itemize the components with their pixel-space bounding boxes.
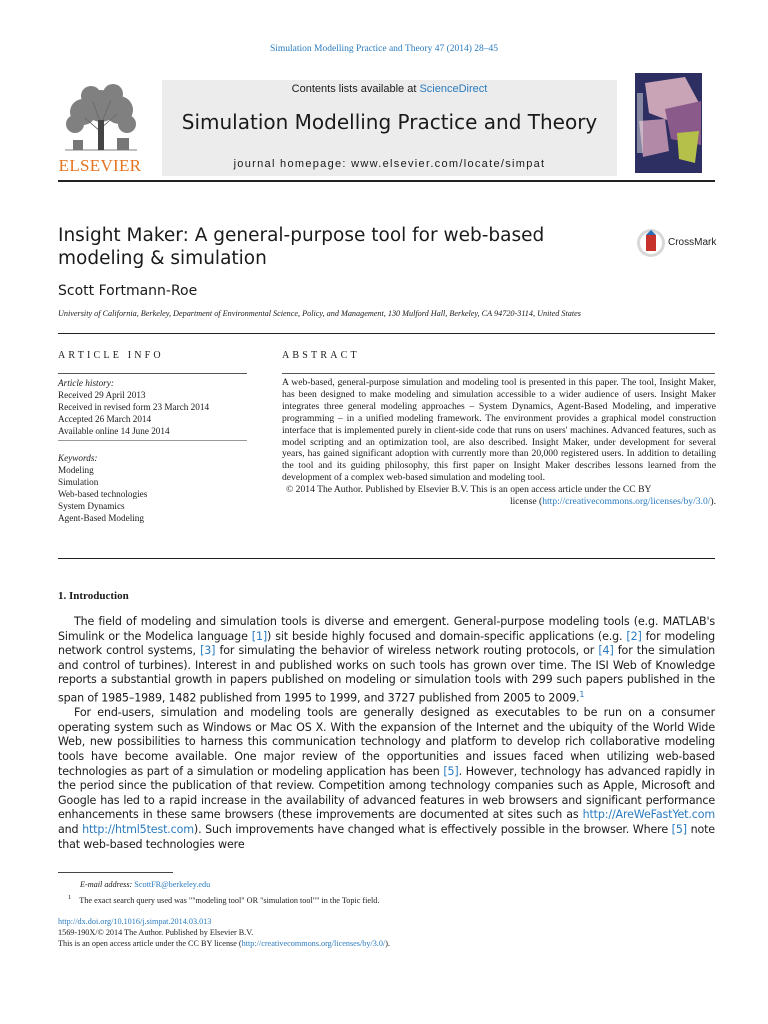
crossmark-label: CrossMark [668, 237, 717, 248]
license-prefix: license ( [509, 496, 543, 508]
intro-paragraph-2 [58, 706, 715, 852]
ref-5-link[interactable]: [5] [671, 823, 687, 836]
abstract-copyright: © 2014 The Author. Published by Elsevier B.V. This is an open access article under the CC BY [286, 484, 652, 496]
sciencedirect-link[interactable]: ScienceDirect [419, 83, 488, 95]
keyword-item: Agent-Based Modeling [58, 513, 144, 523]
keywords-rule [58, 440, 247, 441]
footnote-email [80, 879, 210, 890]
history-received: Received 29 April 2013 [58, 390, 146, 400]
intro-paragraph-1 [58, 615, 715, 706]
crossmark-icon [636, 228, 666, 258]
footnote-rule [58, 872, 173, 873]
footnote-1 [68, 892, 708, 906]
article-info-rule [58, 373, 247, 374]
text-run: ). Such improvements have changed what is effectively possible in the browser. Where [193, 823, 672, 836]
history-online: Available online 14 June 2014 [58, 426, 170, 436]
text-run: . However, technology has advanced rapidly in the period since the publication of that review. Competition among technology companies such as Apple, Microsoft and Google has led to a rapid increase in the availability of advanced features in web browsers and significant performance enhancements in these same browsers (these improvements are documented at sites such as [58, 764, 715, 822]
text-run: For end-users, simulation and modeling tools are generally designed as executables to be run on a consumer operating system such as Windows or Mac OS X. With the expansion of the Internet and the ubiquity of the World Wide Web, new possibilities to harness this communication technology and platform to develop rich collaborative modeling tools have become available. One major review of the opportunities and issues faced when utilizing web-based technologies as part of a simulation or modeling application has been [58, 706, 715, 778]
text-run: note that web-based technologies were [58, 823, 715, 851]
history-accepted: Accepted 26 March 2014 [58, 414, 152, 424]
elsevier-logo [55, 80, 147, 174]
ref-1-link[interactable]: [1] [251, 629, 268, 643]
contents-prefix: Contents lists available at [291, 83, 417, 95]
arewefastyet-link[interactable]: http://AreWeFastYet.com [582, 808, 715, 822]
history-revised: Received in revised form 23 March 2014 [58, 402, 210, 412]
ref-2-link[interactable]: [2] [626, 629, 642, 643]
text-run: ) sit beside highly focused and domain-specific applications (e.g. [267, 629, 627, 643]
footnote-1-text: The exact search query used was ""modeling tool" OR "simulation tool"" in the Topic field. [79, 895, 380, 905]
publication-info [58, 916, 715, 949]
author-email-link[interactable]: ScottFR@berkeley.edu [134, 880, 211, 889]
article-history [58, 377, 248, 437]
abstract-bottom-rule [58, 558, 715, 559]
contents-line [162, 83, 617, 95]
license-link[interactable]: http://creativecommons.org/licenses/by/3.0/ [542, 496, 711, 508]
publisher-wordmark: ELSEVIER [58, 156, 142, 175]
journal-citation[interactable]: Simulation Modelling Practice and Theory 47 (2014) 28–45 [269, 44, 499, 54]
open-access-line [58, 938, 715, 949]
cover-art-icon [635, 73, 702, 173]
oa-suffix: ). [385, 939, 390, 948]
doi-link[interactable]: http://dx.doi.org/10.1016/j.simpat.2014.03.013 [58, 917, 212, 926]
abstract-text: A web-based, general-purpose simulation and modeling tool is presented in this paper. The tool, Insight Maker, has been designed to make modeling and simulation accessible to a wider audience of users. Insight Maker integrates three general modeling approaches – System Dynamics, Agent-Based Modeling, and imperative programming – in a unified modeling framework. The environment provides a graphical model construction interface that is implemented purely in client-side code that runs on users' machines. Advanced features, such as model scripting and an optimization tool, are also described. Insight Maker, under development for several years, has gained significant adoption with currently more than 20,000 registered users. In addition to detailing the tool and its guiding philosophy, this first paper on Insight Maker describes lessons learned from the development of a complex web-based simulation and modeling tool. [282, 377, 716, 484]
ref-5-link[interactable]: [5] [443, 764, 459, 778]
abstract-license [282, 496, 716, 508]
keyword-item: System Dynamics [58, 501, 125, 511]
ref-4-link[interactable]: [4] [598, 644, 614, 658]
section-heading-introduction: 1. Introduction [58, 590, 129, 602]
title-rule [58, 333, 715, 334]
journal-homepage[interactable]: journal homepage: www.elsevier.com/locate/simpat [233, 158, 546, 170]
ref-3-link[interactable]: [3] [200, 644, 216, 658]
journal-title: Simulation Modelling Practice and Theory [181, 110, 598, 134]
issn-line: 1569-190X/© 2014 The Author. Published by Elsevier B.V. [58, 928, 254, 937]
keywords-label: Keywords: [58, 453, 98, 463]
text-run: for simulating the behavior of wireless network routing protocols, or [215, 644, 599, 658]
abstract-body [282, 377, 716, 508]
footnote-1-number: 1 [68, 894, 72, 901]
text-run: for the simulation and control of turbines). Interest in and published works on such tools has grown over time. The ISI Web of Knowledge reports a substantial growth in papers published on modeling or simulation tools with 299 such papers published in the span of 1985–1989, 1482 published from 1995 to 1999, and 3727 published from 2005 to 2009. [58, 644, 715, 705]
oa-prefix: This is an open access article under the CC BY license ( [58, 939, 242, 948]
journal-masthead [162, 80, 617, 176]
author-affiliation: University of California, Berkeley, Department of Environmental Science, Policy, and Management, 130 Mulford Hall, Berkeley, CA 94720-3114, United States [58, 309, 581, 318]
text-run: The field of modeling and simulation tools is diverse and emergent. General-purpose modeling tools (e.g. MATLAB's Simulink or the Modelica language [58, 615, 715, 643]
abstract-heading: ABSTRACT [282, 350, 360, 361]
text-run: and [58, 823, 83, 836]
journal-cover-image [635, 73, 702, 173]
keywords-list [58, 452, 248, 524]
keyword-item: Web-based technologies [58, 489, 148, 499]
keyword-item: Simulation [58, 477, 99, 487]
footnote-1-marker[interactable]: 1 [579, 689, 585, 699]
email-label: E-mail address: [80, 880, 133, 889]
keyword-item: Modeling [58, 465, 94, 475]
article-info-heading: ARTICLE INFO [58, 350, 164, 361]
introduction-body [58, 615, 715, 852]
masthead-rule [58, 180, 715, 182]
history-label: Article history: [58, 378, 114, 388]
html5test-link[interactable]: http://html5test.com [82, 823, 194, 836]
crossmark-badge[interactable] [636, 228, 746, 258]
author-name: Scott Fortmann-Roe [58, 283, 198, 299]
oa-license-link[interactable]: http://creativecommons.org/licenses/by/3.0/ [241, 939, 386, 948]
abstract-rule [282, 373, 715, 374]
text-run: for modeling network control systems, [58, 629, 715, 658]
license-suffix: ). [710, 496, 716, 508]
article-title: Insight Maker: A general-purpose tool for web-based modeling & simulation [58, 225, 545, 269]
